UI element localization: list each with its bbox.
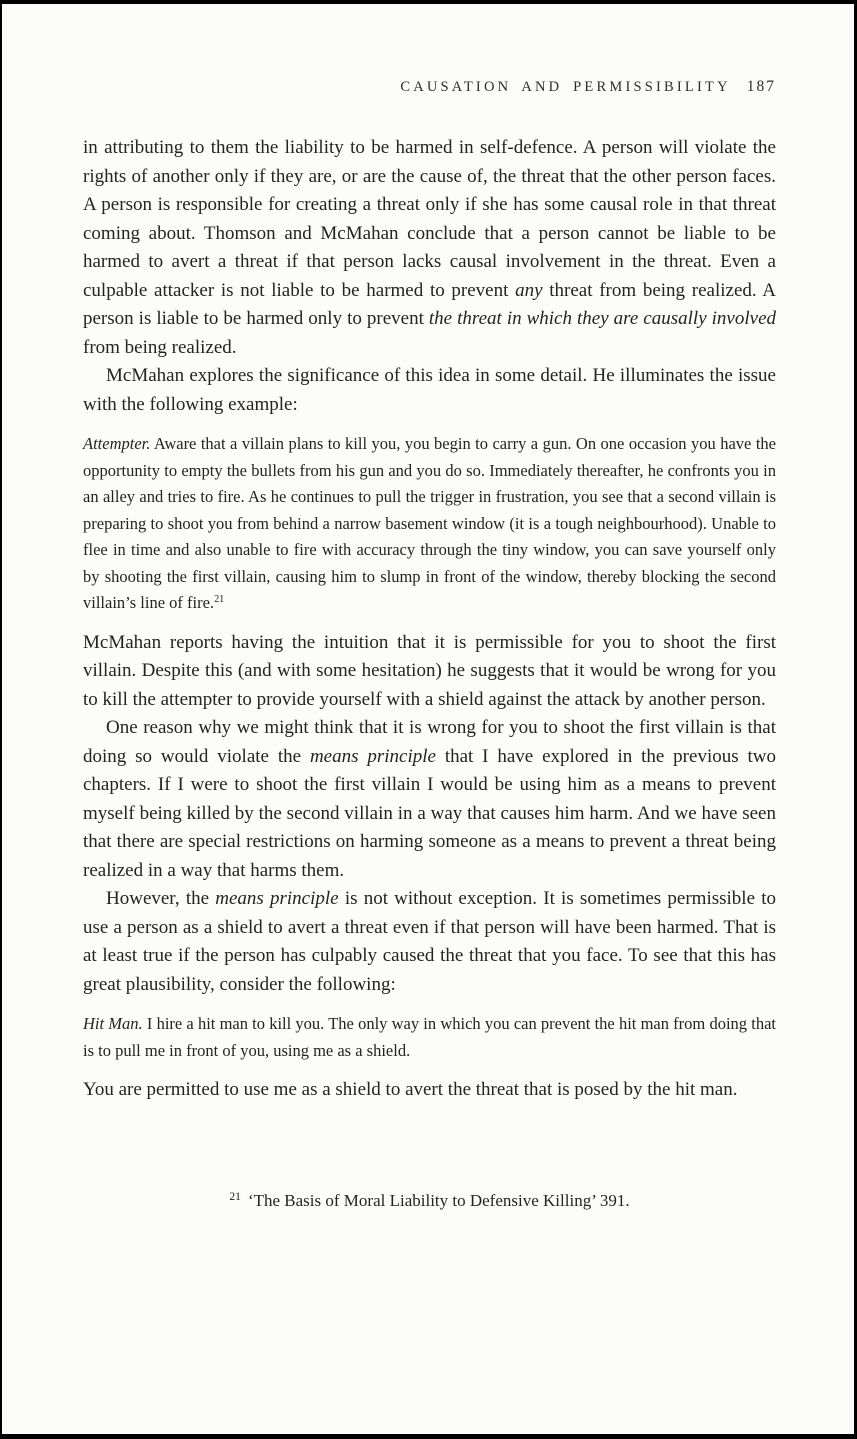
running-head bbox=[2, 78, 854, 96]
page bbox=[2, 4, 854, 1434]
mcmahan-intro-paragraph: McMahan explores the significance of this idea in some detail. He illuminates the issue with the following example: bbox=[83, 365, 776, 415]
attempter-example-extract: Attempter. Aware that a villain plans to kill you, you begin to carry a gun. On one occasion you have the opportunity to empty the bullets from his gun and you do so. Immediately thereafter, he confronts you in an alley and tries to fire. As he continues to pull the trigger in frustration, you see that a second villain is preparing to shoot you from behind a narrow basement window (it is a tough neighbourhood). Unable to flee in time and also unable to fire with accuracy through the tiny window, you can save yourself only by shooting the first villain, causing him to slump in front of the window, thereby blocking the second villain’s line of fire.$^{21}$ bbox=[83, 434, 776, 612]
footnote-marker: 21 bbox=[229, 1189, 241, 1203]
means-principle-paragraph: One reason why we might think that it is wrong for you to shoot the first villain is that doing so would violate the means principle that I have explored in the previous two chapters. If I were to shoot the first villain I would be using him as a means to prevent myself being killed by the second villain in a way that causes him harm. And we have seen that there are special restrictions on harming someone as a means to prevent a threat being realized in a way that harms them. bbox=[83, 717, 776, 881]
however-exception-paragraph: However, the means principle is not without exception. It is sometimes permissible to use a person as a shield to avert a threat even if that person will have been harmed. That is at least true if the person has culpably caused the threat that you face. To see that this has great plausibility, consider the following: bbox=[83, 888, 776, 995]
page-number: 187 bbox=[746, 78, 776, 95]
running-head-title: CAUSATION AND PERMISSIBILITY bbox=[400, 79, 731, 95]
opening-paragraph: in attributing to them the liability to be harmed in self-defence. A person will violate the rights of another only if they are, or are the cause of, the threat that the other person faces. A person is responsible for creating a threat only if she has some causal role in that threat coming about. Thomson and McMahan conclude that a person cannot be liable to be harmed to avert a threat if that person lacks causal involvement in the threat. Even a culpable attacker is not liable to be harmed to prevent any threat from being realized. A person is liable to be harmed only to prevent the threat in which they are causally involved from being realized. bbox=[83, 137, 776, 358]
footnote-text: ‘The Basis of Moral Liability to Defensive Killing’ 391. bbox=[247, 1190, 630, 1210]
hit-man-example-extract: Hit Man. I hire a hit man to kill you. The only way in which you can prevent the hit man from doing that is to pull me in front of you, using me as a shield. bbox=[83, 1014, 776, 1060]
conclusion-paragraph: You are permitted to use me as a shield to avert the threat that is posed by the hit man. bbox=[83, 1079, 738, 1100]
footnote bbox=[2, 1189, 854, 1213]
text-block bbox=[2, 134, 854, 1105]
mcmahan-reports-paragraph: McMahan reports having the intuition that it is permissible for you to shoot the first villain. Despite this (and with some hesitation) he suggests that it would be wrong for you to kill the attempter to provide yourself with a shield against the attack by another person. bbox=[83, 631, 776, 710]
